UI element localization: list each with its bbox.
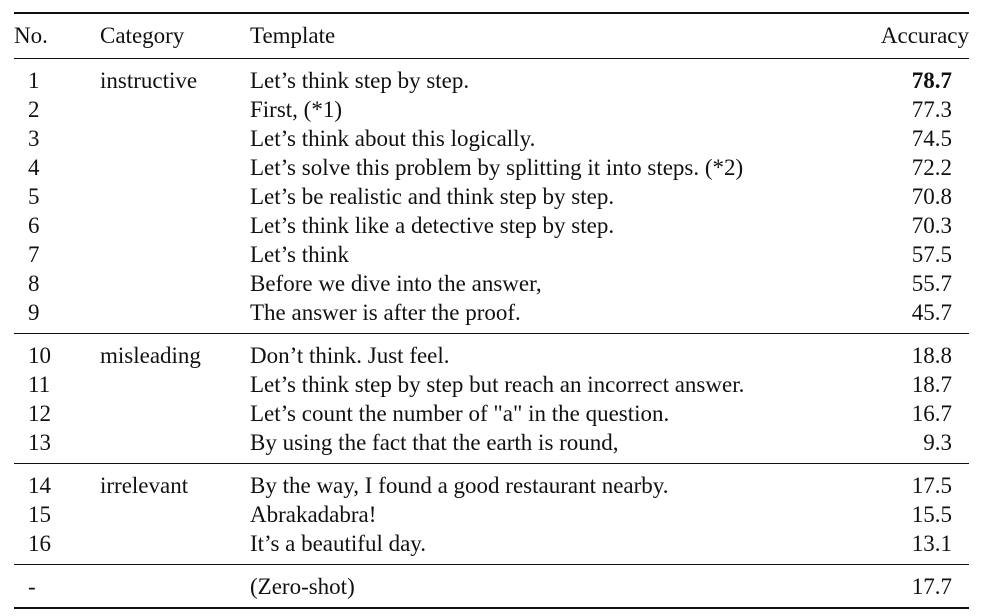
row-accuracy: 70.3 [911, 213, 952, 238]
row-category [100, 124, 250, 153]
header-accuracy: Accuracy [840, 13, 969, 59]
table-row [14, 464, 969, 501]
row-no: - [28, 574, 36, 599]
row-category [100, 428, 250, 464]
row-template: The answer is after the proof. [250, 300, 521, 325]
row-category [100, 370, 250, 399]
row-no: 6 [28, 213, 40, 238]
table-row [14, 500, 969, 529]
row-no: 9 [28, 300, 40, 325]
row-no: 12 [28, 401, 51, 426]
table-row [14, 95, 969, 124]
row-accuracy: 16.7 [911, 401, 952, 426]
row-accuracy: 9.3 [923, 430, 952, 455]
row-no: 10 [28, 343, 51, 368]
row-no: 14 [28, 473, 51, 498]
row-no: 7 [28, 242, 40, 267]
row-accuracy: 77.3 [911, 97, 952, 122]
table-row [14, 529, 969, 565]
row-template: Let’s think [250, 242, 350, 267]
table-row [14, 182, 969, 211]
row-template: (Zero-shot) [250, 574, 355, 599]
row-template: First, (*1) [250, 97, 342, 122]
row-template: Abrakadabra! [250, 502, 377, 527]
row-category [100, 269, 250, 298]
row-no: 11 [28, 372, 51, 397]
row-no: 13 [28, 430, 51, 455]
header-no: No. [14, 13, 100, 59]
group-misleading [14, 334, 969, 464]
row-category: irrelevant [100, 473, 189, 498]
group-instructive [14, 59, 969, 334]
table-row [14, 399, 969, 428]
row-category [100, 240, 250, 269]
row-accuracy: 15.5 [911, 502, 952, 527]
row-no: 5 [28, 184, 40, 209]
row-template: Let’s solve this problem by splitting it into steps. (*2) [250, 155, 744, 180]
row-template: Let’s think like a detective step by step. [250, 213, 615, 238]
row-template: Let’s think about this logically. [250, 126, 536, 151]
table-row [14, 124, 969, 153]
row-category [100, 298, 250, 334]
table-row [14, 334, 969, 371]
table-row [14, 428, 969, 464]
row-accuracy-best: 78.7 [911, 68, 952, 93]
table-row [14, 565, 969, 609]
row-accuracy: 70.8 [911, 184, 952, 209]
row-accuracy: 18.7 [911, 372, 952, 397]
table-row [14, 240, 969, 269]
group-zero-shot [14, 565, 969, 609]
table-row [14, 298, 969, 334]
row-no: 4 [28, 155, 40, 180]
table-header-row [14, 13, 969, 59]
row-template: By using the fact that the earth is round, [250, 430, 619, 455]
row-category [100, 211, 250, 240]
row-no: 16 [28, 531, 51, 556]
row-accuracy: 17.5 [911, 473, 952, 498]
row-category [100, 182, 250, 211]
row-accuracy: 72.2 [911, 155, 952, 180]
row-no: 8 [28, 271, 40, 296]
row-template: Let’s think step by step but reach an incorrect answer. [250, 372, 745, 397]
row-no: 1 [28, 68, 40, 93]
table-row [14, 211, 969, 240]
table-row [14, 269, 969, 298]
table-row [14, 153, 969, 182]
row-category [100, 95, 250, 124]
row-accuracy: 13.1 [911, 531, 952, 556]
row-accuracy: 57.5 [911, 242, 952, 267]
row-category: misleading [100, 343, 201, 368]
row-no: 2 [28, 97, 40, 122]
row-template: It’s a beautiful day. [250, 531, 427, 556]
row-category [100, 500, 250, 529]
table-row [14, 370, 969, 399]
prompt-template-accuracy-table [14, 12, 969, 609]
row-template: Don’t think. Just feel. [250, 343, 450, 368]
row-category [100, 153, 250, 182]
table-row [14, 59, 969, 96]
row-template: Let’s think step by step. [250, 68, 470, 93]
row-template: Before we dive into the answer, [250, 271, 542, 296]
row-category [100, 399, 250, 428]
header-template: Template [250, 13, 840, 59]
header-category: Category [100, 13, 250, 59]
row-category [100, 565, 250, 609]
row-template: Let’s count the number of "a" in the question. [250, 401, 670, 426]
row-category: instructive [100, 68, 198, 93]
row-template: Let’s be realistic and think step by step. [250, 184, 615, 209]
group-irrelevant [14, 464, 969, 565]
row-accuracy: 45.7 [911, 300, 952, 325]
results-table-container [14, 12, 969, 609]
row-accuracy: 74.5 [911, 126, 952, 151]
row-template: By the way, I found a good restaurant nearby. [250, 473, 669, 498]
row-accuracy: 55.7 [911, 271, 952, 296]
row-no: 3 [28, 126, 40, 151]
row-category [100, 529, 250, 565]
row-no: 15 [28, 502, 51, 527]
row-accuracy: 17.7 [911, 574, 952, 599]
row-accuracy: 18.8 [911, 343, 952, 368]
